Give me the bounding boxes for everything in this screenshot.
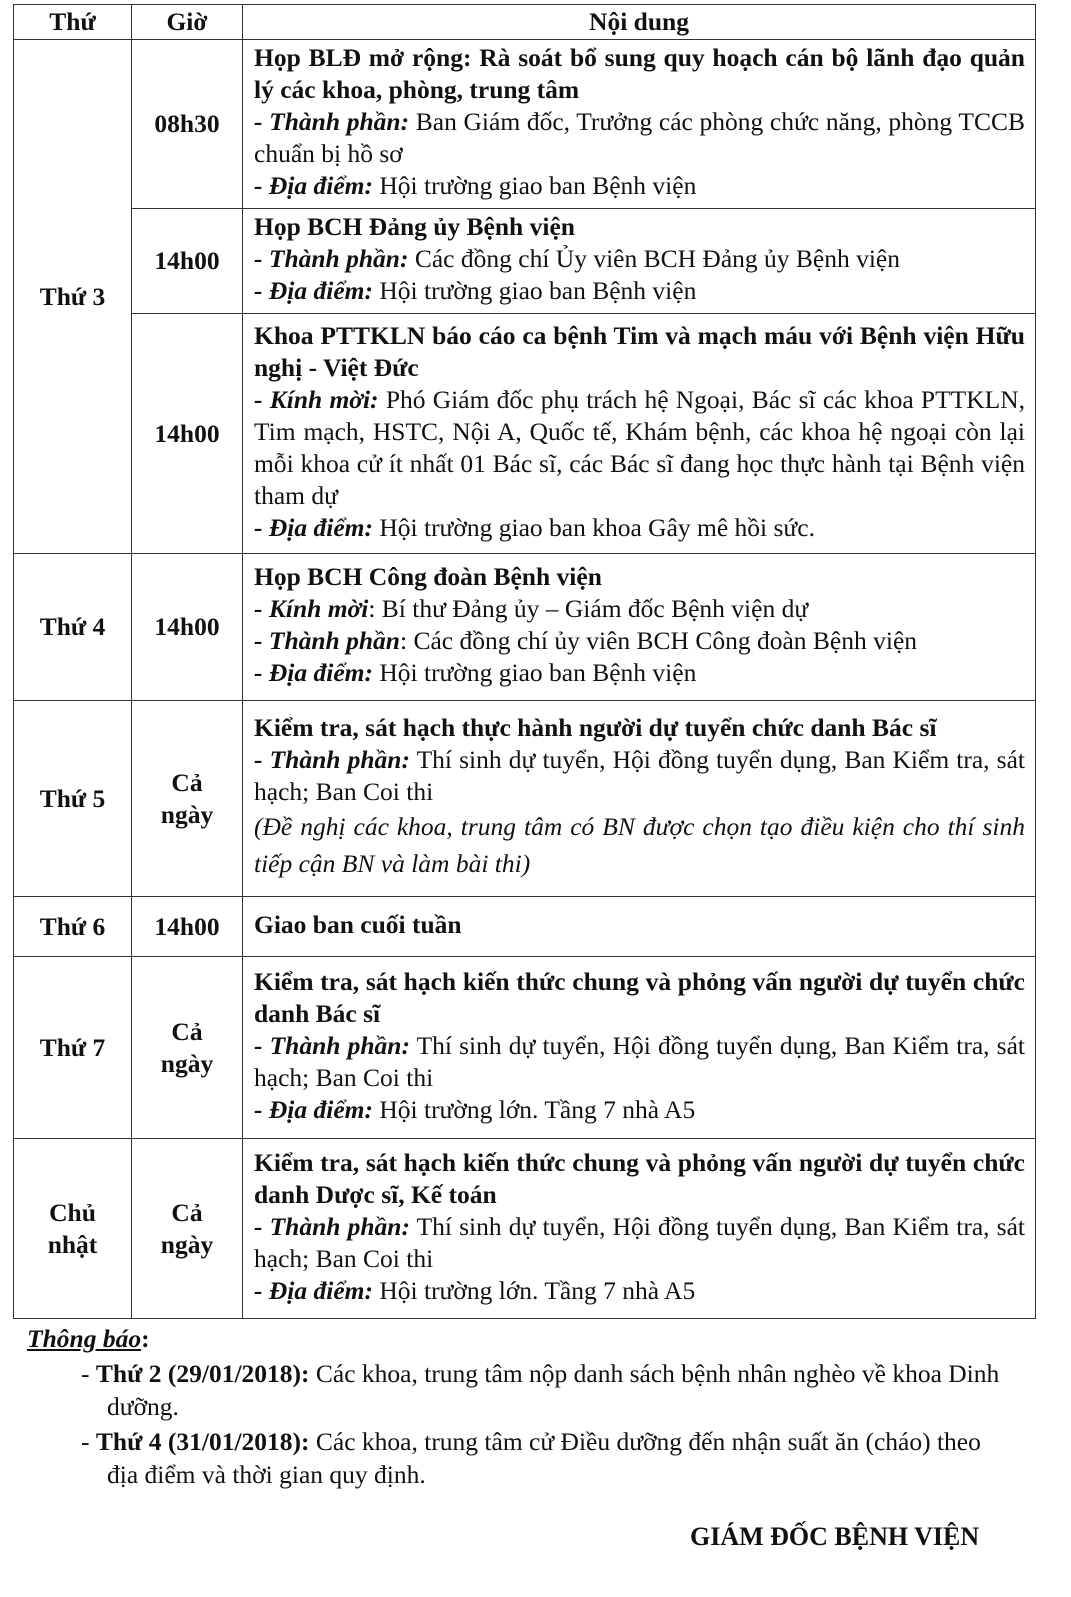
header-day: Thứ xyxy=(14,5,132,40)
time-cell: 14h00 xyxy=(132,554,243,701)
content-cell xyxy=(243,209,1036,314)
field-value: : Các đồng chí ủy viên BCH Công đoàn Bệnh viện xyxy=(399,626,918,655)
content-cell xyxy=(243,554,1036,701)
notice-text: Các khoa, trung tâm cử Điều dưỡng đến nhận suất ăn (cháo) theo địa điểm và thời gian quy định. xyxy=(107,1427,981,1489)
time-cell: 14h00 xyxy=(132,209,243,314)
time-cell: Cả ngày xyxy=(132,1139,243,1319)
field-label: - Thành phần: xyxy=(254,1211,410,1241)
table-row xyxy=(14,554,1036,701)
table-row xyxy=(14,40,1036,209)
day-cell: Thứ 4 xyxy=(14,554,132,701)
item-title: Kiểm tra, sát hạch kiến thức chung và phỏng vấn người dự tuyển chức danh Dược sĩ, Kế toán xyxy=(254,1147,1025,1209)
item-note: (Đề nghị các khoa, trung tâm có BN được chọn tạo điều kiện cho thí sinh tiếp cận BN và làm bài thi) xyxy=(254,811,1025,878)
item-field xyxy=(254,106,1025,170)
time-cell: 08h30 xyxy=(132,40,243,209)
signature: GIÁM ĐỐC BỆNH VIỆN xyxy=(690,1522,980,1551)
field-label: - Thành phần: xyxy=(254,744,410,774)
item-title: Họp BCH Đảng ủy Bệnh viện xyxy=(254,212,575,241)
item-title: Kiểm tra, sát hạch thực hành người dự tuyển chức danh Bác sĩ xyxy=(254,712,937,742)
field-value: Thí sinh dự tuyển, Hội đồng tuyển dụng, Ban Kiểm tra, sát hạch; Ban Coi thi xyxy=(254,1030,1025,1092)
day-cell: Thứ 5 xyxy=(14,701,132,897)
table-row xyxy=(14,897,1036,957)
item-field xyxy=(254,1094,1025,1126)
field-value: Phó Giám đốc phụ trách hệ Ngoại, Bác sĩ các khoa PTTKLN, Tim mạch, HSTC, Nội A, Quốc tế, Khám bệnh, các khoa hệ ngoại còn lại mỗi khoa cử ít nhất 01 Bác sĩ, các Bác sĩ đang học thực hành tại Bệnh viện tham dự xyxy=(254,384,1026,510)
field-label: - Địa điểm: xyxy=(254,658,373,687)
content-cell xyxy=(243,314,1036,554)
table-row xyxy=(14,957,1036,1139)
header-row xyxy=(14,5,1036,40)
field-value: Hội trường lớn. Tầng 7 nhà A5 xyxy=(372,1275,696,1305)
field-value: Hội trường giao ban khoa Gây mê hồi sức. xyxy=(372,512,815,542)
content-cell xyxy=(243,1139,1036,1319)
item-title: Họp BCH Công đoàn Bệnh viện xyxy=(254,562,602,591)
field-value: Ban Giám đốc, Trưởng các phòng chức năng, phòng TCCB chuẩn bị hồ sơ xyxy=(254,107,1025,168)
item-field xyxy=(254,243,1025,275)
table-row xyxy=(14,701,1036,897)
item-field xyxy=(254,1211,1025,1275)
field-label: - Địa điểm: xyxy=(254,171,373,200)
field-label: - Địa điểm: xyxy=(254,1275,373,1305)
field-value: Hội trường lớn. Tầng 7 nhà A5 xyxy=(372,1094,696,1124)
schedule-table xyxy=(13,4,1036,1319)
item-title: Họp BLĐ mở rộng: Rà soát bổ sung quy hoạch cán bộ lãnh đạo quản lý các khoa, phòng, trung tâm xyxy=(254,43,1025,104)
field-label: - Kính mời: xyxy=(254,384,379,414)
notice-text: Các khoa, trung tâm nộp danh sách bệnh nhân nghèo về khoa Dinh dưỡng. xyxy=(107,1359,1000,1421)
item-field xyxy=(254,1275,1025,1307)
content-cell xyxy=(243,957,1036,1139)
field-value: Hội trường giao ban Bệnh viện xyxy=(372,658,697,687)
day-cell: Thứ 6 xyxy=(14,897,132,957)
item-title: Giao ban cuối tuần xyxy=(254,909,462,939)
item-field xyxy=(254,1030,1025,1094)
notice-section xyxy=(27,1322,1027,1491)
item-field xyxy=(254,512,1025,544)
field-label: - Thành phần: xyxy=(254,1030,410,1060)
field-value: Thí sinh dự tuyển, Hội đồng tuyển dụng, Ban Kiểm tra, sát hạch; Ban Coi thi xyxy=(254,744,1025,806)
field-label: - Địa điểm: xyxy=(254,1094,373,1124)
day-cell: Thứ 7 xyxy=(14,957,132,1139)
notice-bullet: - xyxy=(81,1359,96,1388)
field-label: - Kính mời xyxy=(254,594,369,623)
time-cell: Cả ngày xyxy=(132,701,243,897)
notice-colon: : xyxy=(141,1324,150,1353)
field-value: Các đồng chí Ủy viên BCH Đảng ủy Bệnh viện xyxy=(408,244,900,273)
field-label: - Thành phần: xyxy=(254,244,409,273)
field-label: - Địa điểm: xyxy=(254,276,373,305)
header-time: Giờ xyxy=(132,5,243,40)
content-cell xyxy=(243,701,1036,897)
day-cell: Thứ 3 xyxy=(14,40,132,554)
item-field xyxy=(254,657,1025,689)
table-row xyxy=(14,314,1036,554)
notice-label: Thứ 4 (31/01/2018): xyxy=(95,1427,310,1456)
notice-bullet: - xyxy=(81,1427,96,1456)
day-cell: Chủ nhật xyxy=(14,1139,132,1319)
content-cell xyxy=(243,40,1036,209)
time-cell: Cả ngày xyxy=(132,957,243,1139)
content-cell xyxy=(243,897,1036,957)
time-cell: 14h00 xyxy=(132,314,243,554)
item-title: Khoa PTTKLN báo cáo ca bệnh Tim và mạch máu với Bệnh viện Hữu nghị - Việt Đức xyxy=(254,320,1025,382)
field-label: - Thành phần: xyxy=(254,107,410,136)
time-cell: 14h00 xyxy=(132,897,243,957)
item-field xyxy=(254,625,1025,657)
notice-item xyxy=(27,1357,1007,1423)
table-row xyxy=(14,1139,1036,1319)
field-value: Thí sinh dự tuyển, Hội đồng tuyển dụng, Ban Kiểm tra, sát hạch; Ban Coi thi xyxy=(254,1211,1025,1273)
notice-heading: Thông báo xyxy=(27,1324,142,1353)
item-field xyxy=(254,593,1025,625)
field-value: : Bí thư Đảng ủy – Giám đốc Bệnh viện dự xyxy=(368,594,809,623)
table-row xyxy=(14,209,1036,314)
notice-item xyxy=(27,1425,1007,1491)
header-content: Nội dung xyxy=(243,5,1036,40)
notice-label: Thứ 2 (29/01/2018): xyxy=(95,1359,310,1388)
field-label: - Địa điểm: xyxy=(254,512,373,542)
field-value: Hội trường giao ban Bệnh viện xyxy=(372,276,697,305)
item-title: Kiểm tra, sát hạch kiến thức chung và phỏng vấn người dự tuyển chức danh Bác sĩ xyxy=(254,966,1025,1028)
field-label: - Thành phần xyxy=(254,626,400,655)
item-field xyxy=(254,170,1025,202)
item-field xyxy=(254,275,1025,307)
item-field xyxy=(254,744,1025,808)
item-field xyxy=(254,384,1025,512)
field-value: Hội trường giao ban Bệnh viện xyxy=(372,171,697,200)
